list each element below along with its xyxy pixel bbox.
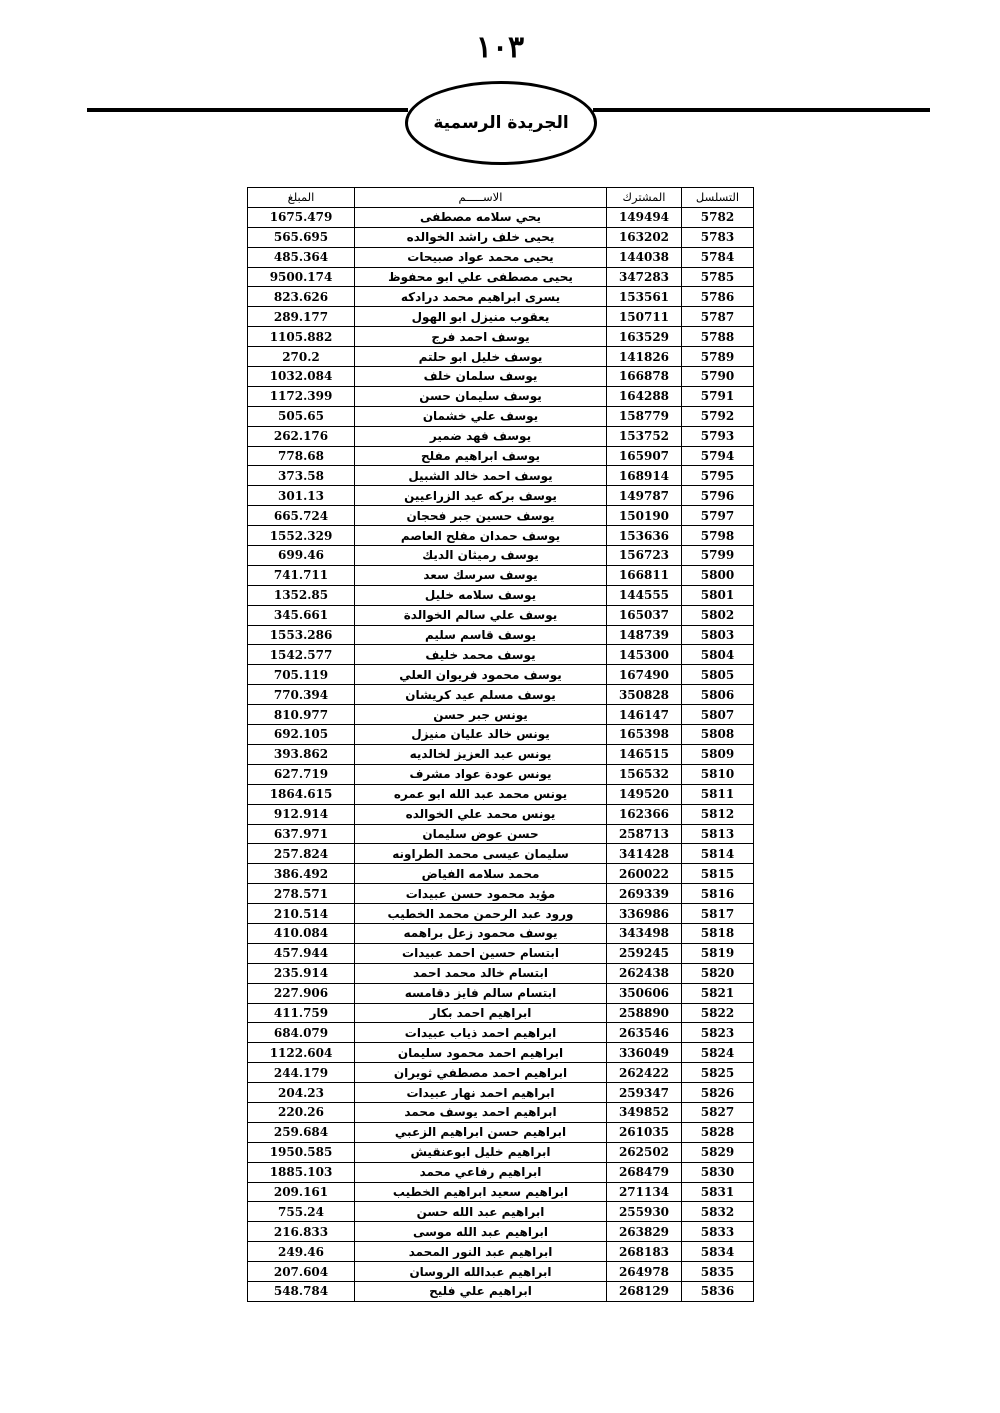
cell-amount: 912.914 (248, 804, 355, 824)
cell-serial: 5811 (682, 784, 754, 804)
cell-subscriber: 166811 (607, 565, 682, 585)
cell-serial: 5782 (682, 207, 754, 227)
table-row (248, 1182, 754, 1202)
cell-subscriber: 263546 (607, 1023, 682, 1043)
cell-amount: 565.695 (248, 227, 355, 247)
subscribers-table (247, 187, 754, 1302)
cell-name: ابتسام سالم فايز دقامسه (355, 983, 607, 1003)
cell-serial: 5813 (682, 824, 754, 844)
table-row (248, 307, 754, 327)
cell-name: يوسف سليمان حسن (355, 386, 607, 406)
table-row (248, 1122, 754, 1142)
cell-name: ابراهيم علي فليح (355, 1281, 607, 1301)
table-row (248, 804, 754, 824)
cell-amount: 692.105 (248, 725, 355, 745)
cell-amount: 505.65 (248, 406, 355, 426)
table-row (248, 565, 754, 585)
cell-serial: 5822 (682, 1003, 754, 1023)
header-rule-left (87, 108, 408, 112)
cell-subscriber: 341428 (607, 844, 682, 864)
page-number: ١٠٣ (475, 30, 525, 65)
cell-amount: 548.784 (248, 1281, 355, 1301)
cell-name: ابراهيم احمد مصطفي ثويران (355, 1063, 607, 1083)
cell-serial: 5817 (682, 904, 754, 924)
cell-serial: 5825 (682, 1063, 754, 1083)
cell-serial: 5790 (682, 367, 754, 387)
table-header-row (248, 188, 754, 208)
cell-name: يوسف مسلم عيد كريشان (355, 685, 607, 705)
cell-amount: 1032.084 (248, 367, 355, 387)
cell-subscriber: 167490 (607, 665, 682, 685)
cell-serial: 5793 (682, 426, 754, 446)
table-row (248, 1162, 754, 1182)
cell-name: يوسف علي سالم الخوالدة (355, 605, 607, 625)
table-row (248, 605, 754, 625)
cell-serial: 5800 (682, 565, 754, 585)
table-row (248, 1222, 754, 1242)
cell-name: سليمان عيسى محمد الطراونه (355, 844, 607, 864)
cell-amount: 249.46 (248, 1242, 355, 1262)
cell-name: ابتسام حسين احمد عبيدات (355, 943, 607, 963)
cell-subscriber: 165037 (607, 605, 682, 625)
cell-name: يوسف محمد خليف (355, 645, 607, 665)
cell-name: يحيى محمد عواد صبيحات (355, 247, 607, 267)
cell-subscriber: 263829 (607, 1222, 682, 1242)
cell-serial: 5814 (682, 844, 754, 864)
table-row (248, 406, 754, 426)
cell-serial: 5801 (682, 585, 754, 605)
cell-name: ابتسام خالد محمد احمد (355, 963, 607, 983)
cell-amount: 220.26 (248, 1102, 355, 1122)
table-row (248, 1281, 754, 1301)
cell-amount: 823.626 (248, 287, 355, 307)
cell-amount: 1885.103 (248, 1162, 355, 1182)
cell-subscriber: 168914 (607, 466, 682, 486)
cell-subscriber: 255930 (607, 1202, 682, 1222)
cell-serial: 5823 (682, 1023, 754, 1043)
cell-subscriber: 350828 (607, 685, 682, 705)
table-row (248, 426, 754, 446)
table-row (248, 884, 754, 904)
cell-subscriber: 150711 (607, 307, 682, 327)
column-header-serial: التسلسل (682, 188, 754, 208)
cell-serial: 5804 (682, 645, 754, 665)
cell-name: يوسف محمود زعل براهمه (355, 923, 607, 943)
table-row (248, 645, 754, 665)
table-row (248, 864, 754, 884)
cell-subscriber: 165398 (607, 725, 682, 745)
cell-subscriber: 261035 (607, 1122, 682, 1142)
cell-amount: 216.833 (248, 1222, 355, 1242)
cell-serial: 5788 (682, 327, 754, 347)
cell-name: ابراهيم سعيد ابراهيم الخطيب (355, 1182, 607, 1202)
cell-name: ورود عبد الرحمن محمد الخطيب (355, 904, 607, 924)
cell-amount: 665.724 (248, 506, 355, 526)
table-row (248, 725, 754, 745)
cell-serial: 5795 (682, 466, 754, 486)
cell-subscriber: 166878 (607, 367, 682, 387)
table-row (248, 466, 754, 486)
cell-subscriber: 164288 (607, 386, 682, 406)
cell-name: ابراهيم احمد نهار عبيدات (355, 1083, 607, 1103)
cell-amount: 1552.329 (248, 526, 355, 546)
cell-name: يونس عودة عواد مشرف (355, 764, 607, 784)
cell-name: يسرى ابراهيم محمد درادكه (355, 287, 607, 307)
table-row (248, 327, 754, 347)
cell-name: ابراهيم احمد بكار (355, 1003, 607, 1023)
cell-name: يونس محمد عبد الله ابو عمره (355, 784, 607, 804)
cell-serial: 5827 (682, 1102, 754, 1122)
cell-subscriber: 153561 (607, 287, 682, 307)
cell-name: يوسف سرسك سعد (355, 565, 607, 585)
cell-name: يوسف احمد خالد الشبيل (355, 466, 607, 486)
cell-subscriber: 165907 (607, 446, 682, 466)
cell-name: ابراهيم عبد النور المحمد (355, 1242, 607, 1262)
table-row (248, 1083, 754, 1103)
table-row (248, 585, 754, 605)
cell-subscriber: 156723 (607, 546, 682, 566)
cell-name: يحيى مصطفى علي ابو محفوظ (355, 267, 607, 287)
cell-name: ابراهيم حسن ابراهيم الزعبي (355, 1122, 607, 1142)
cell-subscriber: 262502 (607, 1142, 682, 1162)
cell-serial: 5803 (682, 625, 754, 645)
cell-amount: 345.661 (248, 605, 355, 625)
table-row (248, 943, 754, 963)
cell-subscriber: 264978 (607, 1262, 682, 1282)
cell-amount: 684.079 (248, 1023, 355, 1043)
header-rule-right (593, 108, 930, 112)
cell-amount: 301.13 (248, 486, 355, 506)
cell-name: يوسف محمود فريوان العلي (355, 665, 607, 685)
cell-subscriber: 349852 (607, 1102, 682, 1122)
table-row (248, 386, 754, 406)
cell-amount: 244.179 (248, 1063, 355, 1083)
cell-name: يوسف بركه عيد الزراعيين (355, 486, 607, 506)
cell-subscriber: 153752 (607, 426, 682, 446)
cell-serial: 5812 (682, 804, 754, 824)
table-row (248, 904, 754, 924)
cell-amount: 411.759 (248, 1003, 355, 1023)
cell-serial: 5786 (682, 287, 754, 307)
cell-serial: 5791 (682, 386, 754, 406)
cell-amount: 778.68 (248, 446, 355, 466)
cell-subscriber: 158779 (607, 406, 682, 426)
cell-serial: 5816 (682, 884, 754, 904)
cell-name: يوسف حمدان مفلح العاصم (355, 526, 607, 546)
table-row (248, 526, 754, 546)
table-row (248, 227, 754, 247)
column-header-name: الاســـــم (355, 188, 607, 208)
cell-subscriber: 258890 (607, 1003, 682, 1023)
cell-serial: 5797 (682, 506, 754, 526)
cell-amount: 209.161 (248, 1182, 355, 1202)
cell-serial: 5785 (682, 267, 754, 287)
cell-subscriber: 144555 (607, 585, 682, 605)
cell-name: يوسف ابراهيم مفلح (355, 446, 607, 466)
table-row (248, 1003, 754, 1023)
table-row (248, 1063, 754, 1083)
cell-name: يونس خالد عليان منيزل (355, 725, 607, 745)
table-row (248, 625, 754, 645)
table-row (248, 983, 754, 1003)
cell-name: حسن عوض سليمان (355, 824, 607, 844)
cell-serial: 5818 (682, 923, 754, 943)
cell-serial: 5808 (682, 725, 754, 745)
cell-subscriber: 163529 (607, 327, 682, 347)
cell-amount: 1950.585 (248, 1142, 355, 1162)
cell-amount: 204.23 (248, 1083, 355, 1103)
cell-serial: 5824 (682, 1043, 754, 1063)
table-row (248, 446, 754, 466)
cell-name: ابراهيم عبد الله موسى (355, 1222, 607, 1242)
cell-serial: 5784 (682, 247, 754, 267)
cell-name: ابراهيم عبد الله حسن (355, 1202, 607, 1222)
masthead-title: الجريدة الرسمية (433, 113, 569, 133)
cell-amount: 207.604 (248, 1262, 355, 1282)
cell-serial: 5819 (682, 943, 754, 963)
cell-amount: 373.58 (248, 466, 355, 486)
cell-subscriber: 259245 (607, 943, 682, 963)
cell-serial: 5805 (682, 665, 754, 685)
table-row (248, 784, 754, 804)
cell-serial: 5783 (682, 227, 754, 247)
table-row (248, 546, 754, 566)
cell-amount: 705.119 (248, 665, 355, 685)
table-row (248, 247, 754, 267)
cell-subscriber: 145300 (607, 645, 682, 665)
cell-name: ابراهيم عبدالله الروسان (355, 1262, 607, 1282)
table-row (248, 287, 754, 307)
cell-subscriber: 146147 (607, 705, 682, 725)
cell-name: مؤيد محمود حسن عبيدات (355, 884, 607, 904)
cell-amount: 1542.577 (248, 645, 355, 665)
cell-serial: 5809 (682, 744, 754, 764)
table-row (248, 1102, 754, 1122)
cell-serial: 5810 (682, 764, 754, 784)
cell-name: يحي سلامه مصطفى (355, 207, 607, 227)
cell-subscriber: 148739 (607, 625, 682, 645)
cell-subscriber: 268183 (607, 1242, 682, 1262)
cell-name: يونس جبر حسن (355, 705, 607, 725)
table-row (248, 705, 754, 725)
cell-name: ابراهيم احمد ذياب عبيدات (355, 1023, 607, 1043)
cell-serial: 5796 (682, 486, 754, 506)
table-row (248, 764, 754, 784)
cell-serial: 5836 (682, 1281, 754, 1301)
cell-amount: 270.2 (248, 347, 355, 367)
cell-subscriber: 350606 (607, 983, 682, 1003)
cell-subscriber: 153636 (607, 526, 682, 546)
cell-subscriber: 146515 (607, 744, 682, 764)
cell-serial: 5830 (682, 1162, 754, 1182)
cell-serial: 5802 (682, 605, 754, 625)
cell-name: يوسف رميثان الديك (355, 546, 607, 566)
cell-serial: 5833 (682, 1222, 754, 1242)
cell-serial: 5789 (682, 347, 754, 367)
table-body (248, 207, 754, 1301)
cell-name: يحيى خلف راشد الخوالده (355, 227, 607, 247)
table-row (248, 1043, 754, 1063)
cell-serial: 5832 (682, 1202, 754, 1222)
cell-amount: 227.906 (248, 983, 355, 1003)
cell-subscriber: 149520 (607, 784, 682, 804)
cell-amount: 770.394 (248, 685, 355, 705)
table-row (248, 923, 754, 943)
cell-amount: 1864.615 (248, 784, 355, 804)
cell-subscriber: 336986 (607, 904, 682, 924)
cell-serial: 5828 (682, 1122, 754, 1142)
cell-amount: 1352.85 (248, 585, 355, 605)
cell-amount: 393.862 (248, 744, 355, 764)
cell-name: يوسف خليل ابو حلتم (355, 347, 607, 367)
cell-subscriber: 150190 (607, 506, 682, 526)
cell-subscriber: 262422 (607, 1063, 682, 1083)
cell-subscriber: 268129 (607, 1281, 682, 1301)
column-header-subscriber: المشترك (607, 188, 682, 208)
table-row (248, 347, 754, 367)
cell-amount: 1122.604 (248, 1043, 355, 1063)
cell-subscriber: 141826 (607, 347, 682, 367)
cell-name: ابراهيم احمد محمود سليمان (355, 1043, 607, 1063)
cell-amount: 9500.174 (248, 267, 355, 287)
cell-serial: 5806 (682, 685, 754, 705)
cell-subscriber: 262438 (607, 963, 682, 983)
cell-amount: 755.24 (248, 1202, 355, 1222)
masthead-oval (405, 81, 597, 165)
table-row (248, 1202, 754, 1222)
cell-subscriber: 259347 (607, 1083, 682, 1103)
cell-name: يونس عبد العزيز لخالديه (355, 744, 607, 764)
cell-subscriber: 343498 (607, 923, 682, 943)
cell-name: يوسف فهد ضمير (355, 426, 607, 446)
cell-subscriber: 144038 (607, 247, 682, 267)
table-row (248, 506, 754, 526)
cell-name: يعقوب منيزل ابو الهول (355, 307, 607, 327)
cell-serial: 5798 (682, 526, 754, 546)
cell-serial: 5821 (682, 983, 754, 1003)
cell-amount: 810.977 (248, 705, 355, 725)
column-header-amount: المبلغ (248, 188, 355, 208)
cell-subscriber: 162366 (607, 804, 682, 824)
cell-amount: 386.492 (248, 864, 355, 884)
cell-amount: 210.514 (248, 904, 355, 924)
table-row (248, 1023, 754, 1043)
table-row (248, 367, 754, 387)
table-row (248, 486, 754, 506)
cell-subscriber: 336049 (607, 1043, 682, 1063)
cell-amount: 262.176 (248, 426, 355, 446)
cell-serial: 5807 (682, 705, 754, 725)
cell-serial: 5792 (682, 406, 754, 426)
table-row (248, 824, 754, 844)
cell-subscriber: 269339 (607, 884, 682, 904)
cell-amount: 278.571 (248, 884, 355, 904)
cell-serial: 5834 (682, 1242, 754, 1262)
cell-subscriber: 347283 (607, 267, 682, 287)
table-row (248, 685, 754, 705)
cell-subscriber: 271134 (607, 1182, 682, 1202)
cell-amount: 1172.399 (248, 386, 355, 406)
table-row (248, 1262, 754, 1282)
cell-name: يوسف علي خشمان (355, 406, 607, 426)
cell-amount: 289.177 (248, 307, 355, 327)
cell-serial: 5820 (682, 963, 754, 983)
cell-subscriber: 268479 (607, 1162, 682, 1182)
cell-serial: 5831 (682, 1182, 754, 1202)
table-row (248, 207, 754, 227)
cell-amount: 699.46 (248, 546, 355, 566)
cell-name: يوسف سلامه خليل (355, 585, 607, 605)
cell-amount: 1553.286 (248, 625, 355, 645)
cell-subscriber: 260022 (607, 864, 682, 884)
cell-name: يوسف سلمان خلف (355, 367, 607, 387)
table-row (248, 744, 754, 764)
cell-subscriber: 149494 (607, 207, 682, 227)
cell-name: ابراهيم خليل ابوعنقيش (355, 1142, 607, 1162)
cell-subscriber: 149787 (607, 486, 682, 506)
cell-name: محمد سلامه الفياض (355, 864, 607, 884)
cell-amount: 410.084 (248, 923, 355, 943)
cell-subscriber: 258713 (607, 824, 682, 844)
cell-subscriber: 156532 (607, 764, 682, 784)
cell-amount: 235.914 (248, 963, 355, 983)
cell-serial: 5835 (682, 1262, 754, 1282)
table-row (248, 267, 754, 287)
cell-amount: 627.719 (248, 764, 355, 784)
cell-amount: 257.824 (248, 844, 355, 864)
table-row (248, 963, 754, 983)
cell-name: يوسف قاسم سليم (355, 625, 607, 645)
cell-name: يونس محمد علي الخوالده (355, 804, 607, 824)
cell-serial: 5794 (682, 446, 754, 466)
table-row (248, 1242, 754, 1262)
cell-name: ابراهيم احمد يوسف محمد (355, 1102, 607, 1122)
cell-subscriber: 163202 (607, 227, 682, 247)
cell-amount: 1675.479 (248, 207, 355, 227)
cell-amount: 637.971 (248, 824, 355, 844)
table-row (248, 844, 754, 864)
cell-amount: 457.944 (248, 943, 355, 963)
cell-name: يوسف احمد فرج (355, 327, 607, 347)
cell-serial: 5787 (682, 307, 754, 327)
cell-serial: 5829 (682, 1142, 754, 1162)
cell-serial: 5826 (682, 1083, 754, 1103)
cell-amount: 259.684 (248, 1122, 355, 1142)
cell-amount: 485.364 (248, 247, 355, 267)
cell-name: ابراهيم رفاعي محمد (355, 1162, 607, 1182)
table-row (248, 1142, 754, 1162)
cell-serial: 5815 (682, 864, 754, 884)
cell-name: يوسف حسين جبر فحجان (355, 506, 607, 526)
cell-amount: 741.711 (248, 565, 355, 585)
cell-serial: 5799 (682, 546, 754, 566)
table-row (248, 665, 754, 685)
cell-amount: 1105.882 (248, 327, 355, 347)
